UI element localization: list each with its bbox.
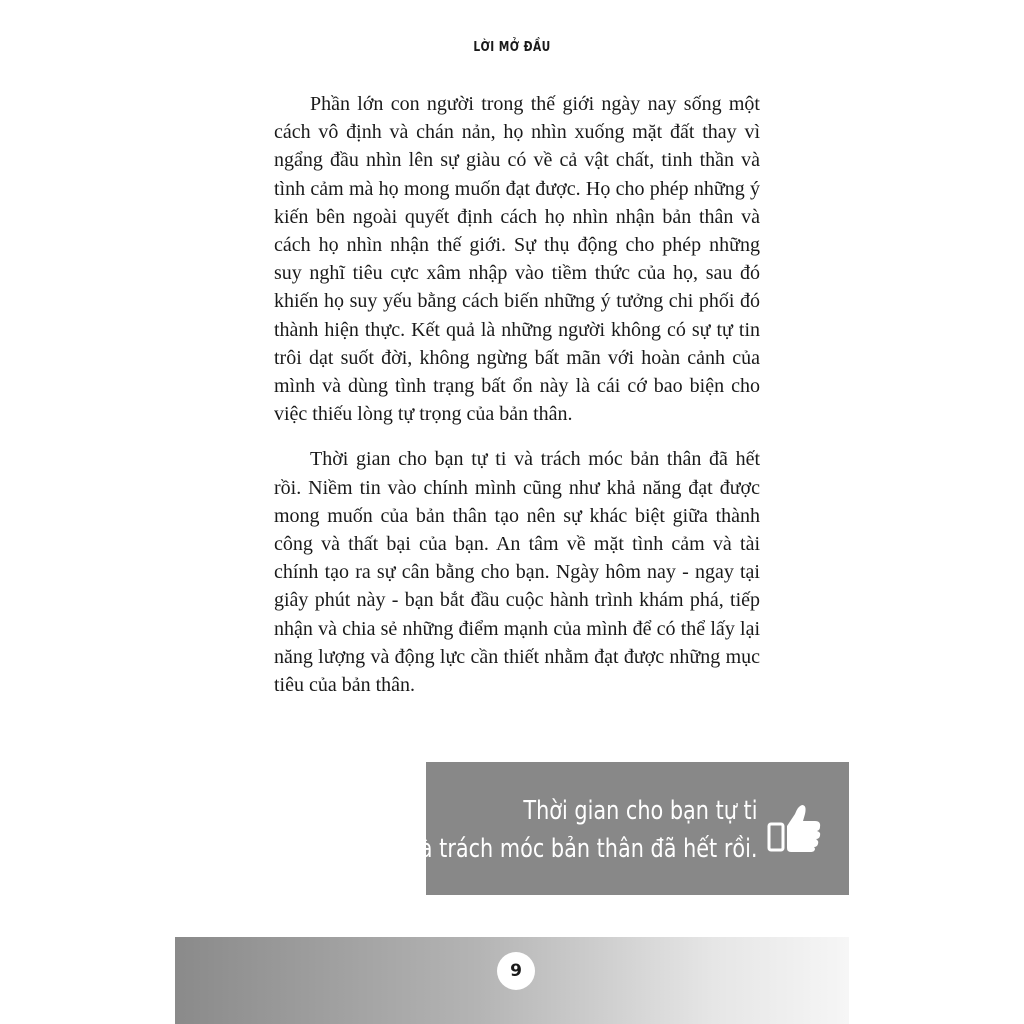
- body-text: [274, 90, 760, 699]
- pull-quote-box: [407, 762, 849, 895]
- pull-quote-text: [407, 792, 757, 868]
- paragraph-2: Thời gian cho bạn tự ti và trách móc bản thân đã hết rồi. Niềm tin vào chính mình cũng như khả năng đạt được mong muốn của bản thân tạo nên sự khác biệt giữa thành công và thất bại của bạn. An tâm về mặt tình cảm và tài chính tạo ra sự cân bằng cho bạn. Ngày hôm nay - ngay tại giây phút này - bạn bắt đầu cuộc hành trình khám phá, tiếp nhận và chia sẻ những điểm mạnh của mình để có thể lấy lại năng lượng và động lực cần thiết nhằm đạt được những mục tiêu của bản thân.: [274, 448, 760, 697]
- pull-quote-line-1: Thời gian cho bạn tự ti: [522, 796, 757, 826]
- paragraph-1: Phần lớn con người trong thế giới ngày nay sống một cách vô định và chán nản, họ nhìn xuống mặt đất thay vì ngẩng đầu nhìn lên sự giàu có về cả vật chất, tinh thần và tình cảm mà họ mong muốn đạt được. Họ cho phép những ý kiến bên ngoài quyết định cách họ nhìn nhận bản thân và cách họ nhìn nhận thế giới. Sự thụ động cho phép những suy nghĩ tiêu cực xâm nhập vào tiềm thức của họ, sau đó khiến họ suy yếu bằng cách biến những ý tưởng chi phối đó thành hiện thực. Kết quả là những người không có sự tự tin trôi dạt suốt đời, không ngừng bất mãn với hoàn cảnh của mình và dùng tình trạng bất ổn này là cái cớ bao biện cho việc thiếu lòng tự trọng của bản thân.: [274, 93, 760, 426]
- running-title: LỜI MỞ ĐẦU: [473, 40, 551, 55]
- page-number: 9: [497, 952, 535, 990]
- pull-quote-line-2: và trách móc bản thân đã hết rồi.: [407, 834, 757, 864]
- thumbs-up-icon: [767, 802, 823, 854]
